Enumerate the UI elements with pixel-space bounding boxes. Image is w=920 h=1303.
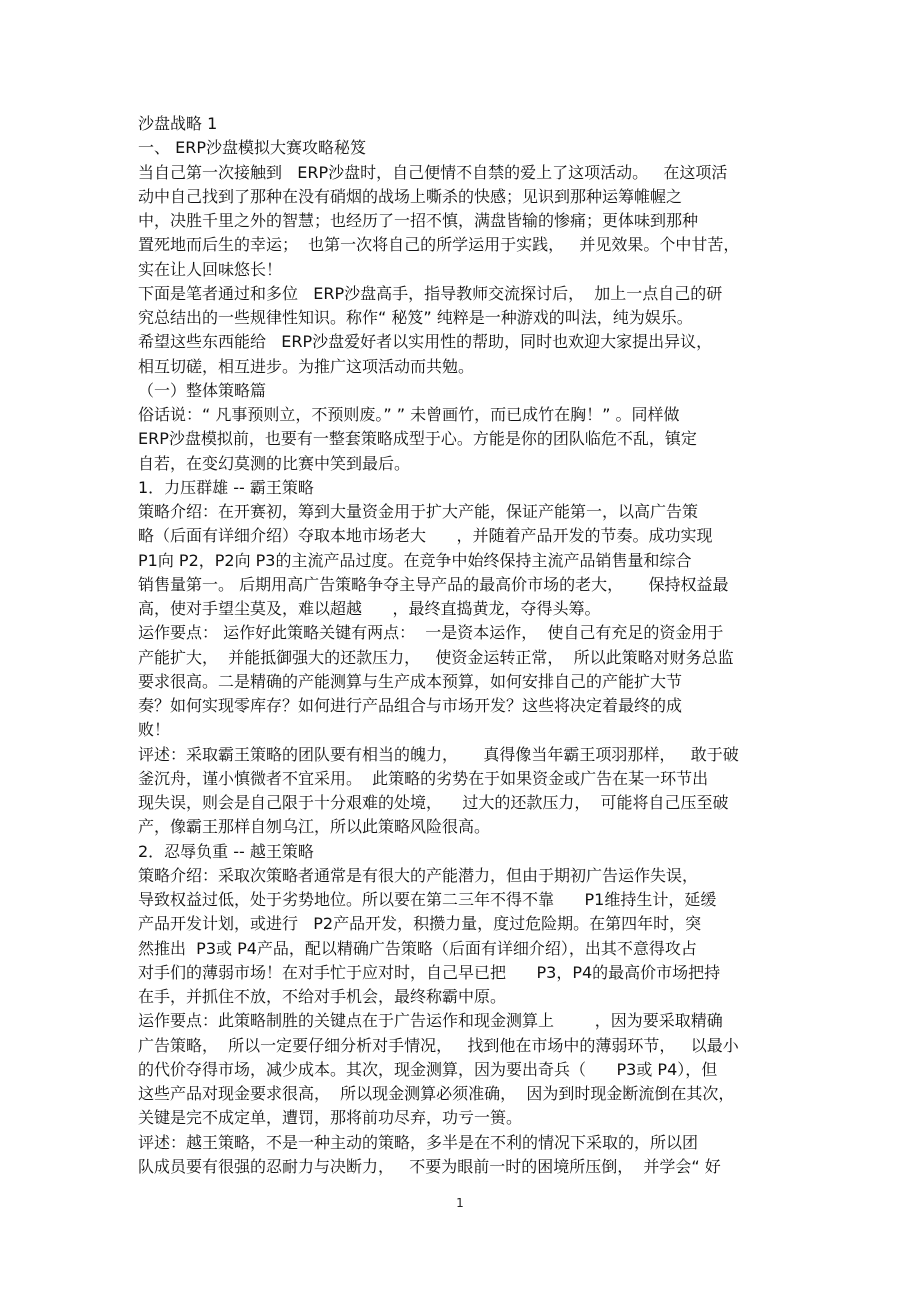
- text-line: 中，决胜千里之外的智慧；也经历了一招不慎，满盘皆输的惨痛；更体味到那种: [138, 211, 699, 230]
- text-line: 策略介绍：在开赛初，筹到大量资金用于扩大产能，保证产能第一，以高广告策: [138, 502, 699, 521]
- text-line: 实在让人回味悠长！: [138, 259, 283, 279]
- text-line: 这些产品对现金要求很高， 所以现金测算必须准确， 因为到时现金断流倒在其次，: [138, 1084, 735, 1103]
- text-line: 导致权益过低，处于劣势地位。所以要在第二三年不得不靠 P1维持生计，延缓: [138, 890, 717, 909]
- text-line: 究总结出的一些规律性知识。称作“ 秘笈” 纯粹是一种游戏的叫法，纯为娱乐。: [138, 308, 693, 327]
- text-line: 略（后面有详细介绍）夺取本地市场老大 ，并随着产品开发的节奏。成功实现: [138, 526, 713, 546]
- text-line: 要求很高。二是精确的产能测算与生产成本预算，如何安排自己的产能扩大节: [138, 671, 683, 691]
- text-line: 对手们的薄弱市场！在对手忙于应对时，自己早已把 P3，P4的最高价市场把持: [138, 962, 721, 982]
- text-line: 产能扩大， 并能抵御强大的还款压力， 使资金运转正常， 所以此策略对财务总监: [138, 647, 734, 667]
- text-line: 销售量第一。 后期用高广告策略争夺主导产品的最高价市场的老大， 保持权益最: [138, 574, 729, 594]
- text-line: 评述：越王策略，不是一种主动的策略，多半是在不利的情况下采取的，所以团: [138, 1132, 699, 1152]
- text-line: 高，使对手望尘莫及，难以超越 ，最终直捣黄龙，夺得头筹。: [138, 599, 601, 618]
- text-line: 希望这些东西能给 ERP沙盘爱好者以实用性的帮助，同时也欢迎大家提出异议，: [138, 332, 713, 352]
- text-line: （一）整体策略篇: [138, 380, 267, 400]
- text-line: 在手，并抓住不放，不给对手机会，最终称霸中原。: [138, 987, 507, 1006]
- text-line: P1向 P2，P2向 P3的主流产品过度。在竞争中始终保持主流产品销售量和综合: [138, 550, 692, 570]
- text-line: 动中自己找到了那种在没有硝烟的战场上嘶杀的快感；见识到那种运筹帷幄之: [138, 186, 683, 206]
- text-line: 广告策略， 所以一定要仔细分析对手情况， 找到他在市场中的薄弱环节， 以最小: [138, 1035, 739, 1055]
- text-line: 关键是完不成定单，遭罚，那将前功尽弃，功亏一篑。: [138, 1108, 523, 1128]
- page-number: 1: [456, 1196, 464, 1210]
- text-line: 俗话说：“ 凡事预则立，不预则废。” ” 未曾画竹，而已成竹在胸！” 。同样做: [138, 405, 680, 424]
- text-line: ERP沙盘模拟前，也要有一整套策略成型于心。方能是你的团队临危不乱，镇定: [138, 429, 697, 449]
- text-line: 1．力压群雄 -- 霸王策略: [138, 477, 314, 497]
- text-line: 自若，在变幻莫测的比赛中笑到最后。: [138, 453, 411, 473]
- text-line: 队成员要有很强的忍耐力与决断力， 不要为眼前一时的困境所压倒， 并学会“ 好: [138, 1156, 721, 1176]
- text-line: 相互切磋，相互进步。为推广这项活动而共勉。: [138, 356, 475, 376]
- text-line: 的代价夺得市场，减少成本。其次，现金测算，因为要出奇兵（ P3或 P4），但: [138, 1059, 718, 1079]
- text-line: 败！: [138, 720, 171, 740]
- text-line: 然推出 P3或 P4产品，配以精确广告策略（后面有详细介绍），出其不意得攻占: [138, 938, 697, 958]
- document-body: [138, 112, 788, 1179]
- text-line: 产，像霸王那样自刎乌江，所以此策略风险很高。: [138, 817, 491, 837]
- text-line: 奏？如何实现零库存？如何进行产品组合与市场开发？这些将决定着最终的成: [138, 696, 683, 715]
- text-line: 评述：采取霸王策略的团队要有相当的魄力， 真得像当年霸王项羽那样， 敢于破: [138, 744, 739, 764]
- text-line: 釜沉舟，谨小慎微者不宜采用。 此策略的劣势在于如果资金或广告在某一环节出: [138, 768, 709, 788]
- text-line: 运作要点：此策略制胜的关键点在于广告运作和现金测算上 ，因为要采取精确: [138, 1011, 723, 1031]
- text-line: 置死地而后生的幸运； 也第一次将自己的所学运用于实践， 并见效果。个中甘苦，: [138, 235, 740, 255]
- text-line: 产品开发计划，或进行 P2产品开发，积攒力量，度过危险期。在第四年时，突: [138, 914, 702, 934]
- text-line: 当自己第一次接触到 ERP沙盘时，自己便情不自禁的爱上了这项活动。 在这项活: [138, 162, 728, 182]
- text-line: 现失误，则会是自己限于十分艰难的处境， 过大的还款压力， 可能将自己压至破: [138, 793, 729, 812]
- text-line: 策略介绍：采取次策略者通常是有很大的产能潜力，但由于期初广告运作失误，: [138, 865, 699, 885]
- text-line: 一、 ERP沙盘模拟大赛攻略秘笈: [138, 138, 366, 158]
- text-line: 沙盘战略 1: [138, 114, 218, 133]
- text-line: 运作要点： 运作好此策略关键有两点： 一是资本运作， 使自己有充足的资金用于: [138, 623, 724, 643]
- text-line: 2．忍辱负重 -- 越王策略: [138, 841, 314, 861]
- text-line: 下面是笔者通过和多位 ERP沙盘高手，指导教师交流探讨后， 加上一点自己的研: [138, 283, 723, 303]
